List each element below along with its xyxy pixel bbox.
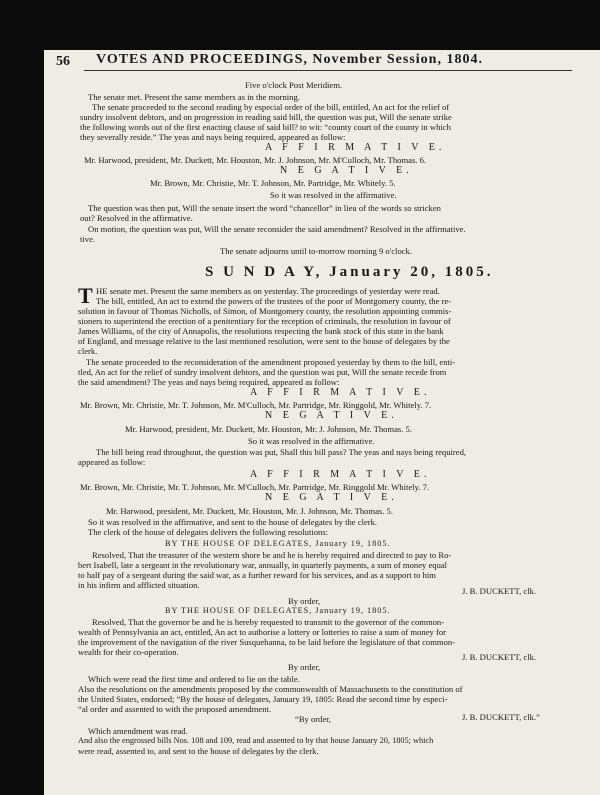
vote-list: Mr. Harwood, president, Mr. Duckett, Mr. Houston, Mr. J. Johnson, Mr. Thomas. 5. (106, 506, 394, 516)
text-line: they severally reside.” The yeas and nays being required, appeared as follow: (80, 132, 346, 142)
text-line: On motion, the question was put, Will the senate reconsider the said amendment? Resolved in the affirmative. (88, 224, 466, 234)
text-line: James Williams, of the city of Annapolis, the resolutions respecting the bank stock of this state in the bank (78, 326, 444, 336)
text-line: The clerk of the house of delegates delivers the following resolutions: (88, 527, 329, 537)
vote-heading: A F F I R M A T I V E. (265, 142, 446, 153)
text-line: appeared as follow: (78, 457, 146, 467)
text-line: out? Resolved in the affirmative. (80, 213, 193, 223)
text-line: solution in favour of Thomas Nicholls, of Simon, of Montgomery county, the resolution appointing commis- (78, 306, 452, 316)
text-line: the following words out of the first enacting clause of said bill? to wit: “county court of the county in which (80, 122, 451, 132)
text-line: The senate met. Present the same members as in the morning. (88, 92, 300, 102)
text-line: So it was resolved in the affirmative. (270, 190, 397, 200)
text-line: sioners to superintend the erection of a penitentiary for the reception of criminals, the resolution in favour of (78, 316, 451, 326)
vote-heading: N E G A T I V E. (280, 165, 413, 176)
drop-cap: T (78, 283, 93, 308)
text-line: clerk. (78, 346, 98, 356)
signature-clerk: J. B. DUCKETT, clk. (462, 586, 537, 596)
text-line: “al order and assented to with the proposed amendment. (78, 704, 272, 714)
text-line: So it was resolved in the affirmative, and sent to the house of delegates by the clerk. (88, 517, 378, 527)
text-line: were read, assented to, and sent to the house of delegates by the clerk. (78, 746, 319, 756)
text-line: wealth for their co-operation. (78, 647, 179, 657)
header-rule (84, 70, 572, 71)
signature-by-order: “By order, (295, 714, 331, 724)
text-line: The senate proceeded to the reconsideration of the amendment proposed yesterday by them to the bill, enti- (86, 357, 456, 367)
text-line: the United States, endorsed; “By the house of delegates, January 19, 1805: Read the second time by especi- (78, 694, 448, 704)
text-line: tled, An act for the relief of sundry insolvent debtors, and the question was put, Will the senate recede from (78, 367, 447, 377)
vote-heading: A F F I R M A T I V E. (250, 387, 431, 398)
vote-heading: N E G A T I V E. (265, 410, 398, 421)
vote-list: Mr. Brown, Mr. Christie, Mr. T. Johnson, Mr. Partridge, Mr. Whitely. 5. (150, 178, 396, 188)
section-heading: Five o'clock Post Meridiem. (245, 80, 343, 90)
page-number: 56 (56, 54, 70, 69)
text-line: Which were read the first time and ordered to lie on the table. (88, 674, 300, 684)
text-line: Also the resolutions on the amendments proposed by the commonwealth of Massachusetts to the constitution of (78, 684, 463, 694)
vote-heading: N E G A T I V E. (265, 492, 398, 503)
signature-by-order: By order, (288, 596, 321, 606)
resolution-heading: BY THE HOUSE OF DELEGATES, January 19, 1805. (165, 539, 391, 548)
resolution-heading: BY THE HOUSE OF DELEGATES, January 19, 1805. (165, 606, 391, 615)
text-line: The question was then put, Will the senate insert the word “chancellor” in lieu of the words so stricken (88, 203, 441, 213)
text-line: wealth of Pennsylvania an act, entitled, An act to authorise a lottery or lotteries to raise a sum of money for (78, 627, 446, 637)
text-line: to half pay of a sergeant during the said war, as a further reward for his services, and as a support to him (78, 570, 436, 580)
text-line: of England, and message relative to the last mentioned resolution, were sent to the house of delegates by the (78, 336, 450, 346)
text-line: Which amendment was read. (88, 726, 188, 736)
vote-list: Mr. Brown, Mr. Christie, Mr. T. Johnson, Mr. M'Culloch, Mr. Partridge, Mr. Ringgold, Mr. Whitely. 7. (80, 400, 432, 410)
text-line: Resolved, That the treasurer of the western shore be and he is hereby required and directed to pay to Ro- (92, 550, 452, 560)
signature-by-order: By order, (288, 662, 321, 672)
text-line: The senate adjourns until to-morrow morning 9 o'clock. (220, 246, 412, 256)
text-line: bert Isabell, late a sergeant in the revolutionary war, annually, in quarterly payments, a sum of money equal (78, 560, 448, 570)
text-line: Resolved, That the governor be and he is hereby requested to transmit to the governor of the common- (92, 617, 445, 627)
text-line: The bill being read throughout, the question was put, Shall this bill pass? The yeas and nays being required, (96, 447, 467, 457)
text-line: the improvement of the navigation of the river Susquehanna, to be laid before the legislature of that common- (78, 637, 456, 647)
text-line: in his infirm and afflicted situation. (78, 580, 200, 590)
text-line: the said amendment? The yeas and nays being required, appeared as follow: (78, 377, 340, 387)
text-line: The bill, entitled, An act to extend the powers of the trustees of the poor of Montgomery county, the re- (96, 296, 452, 306)
signature-clerk: J. B. DUCKETT, clk.” (462, 712, 540, 722)
day-heading: S U N D A Y, January 20, 1805. (205, 264, 494, 280)
text-line: The senate proceeded to the second reading by especial order of the bill, entitled, An act for the relief of (92, 102, 450, 112)
text-line: So it was resolved in the affirmative. (248, 436, 375, 446)
signature-clerk: J. B. DUCKETT, clk. (462, 652, 537, 662)
page-title: VOTES AND PROCEEDINGS, November Session, 1804. (96, 52, 483, 67)
vote-list: Mr. Brown, Mr. Christie, Mr. T. Johnson, Mr. M'Culloch, Mr. Partridge, Mr. Ringgold Mr. Whitely. 7. (80, 482, 430, 492)
vote-list: Mr. Harwood, president, Mr. Duckett, Mr. Houston, Mr. J. Johnson, Mr. Thomas. 5. (125, 424, 413, 434)
text-line: tive. (80, 234, 96, 244)
vote-list: Mr. Harwood, president, Mr. Duckett, Mr. Houston, Mr. J. Johnson, Mr. M'Culloch, Mr. Thomas. 6. (84, 155, 427, 165)
text-line: sundry insolvent debtors, and on progression in reading said bill, the question was put, Will the senate strike (80, 112, 452, 122)
text-line: And also the engrossed bills Nos. 108 and 109, read and assented to by that house January 20, 1805; which (78, 736, 434, 745)
vote-heading: A F F I R M A T I V E. (250, 469, 431, 480)
text-line: HE senate met. Present the same members as on yesterday. The proceedings of yesterday were read. (96, 286, 440, 296)
